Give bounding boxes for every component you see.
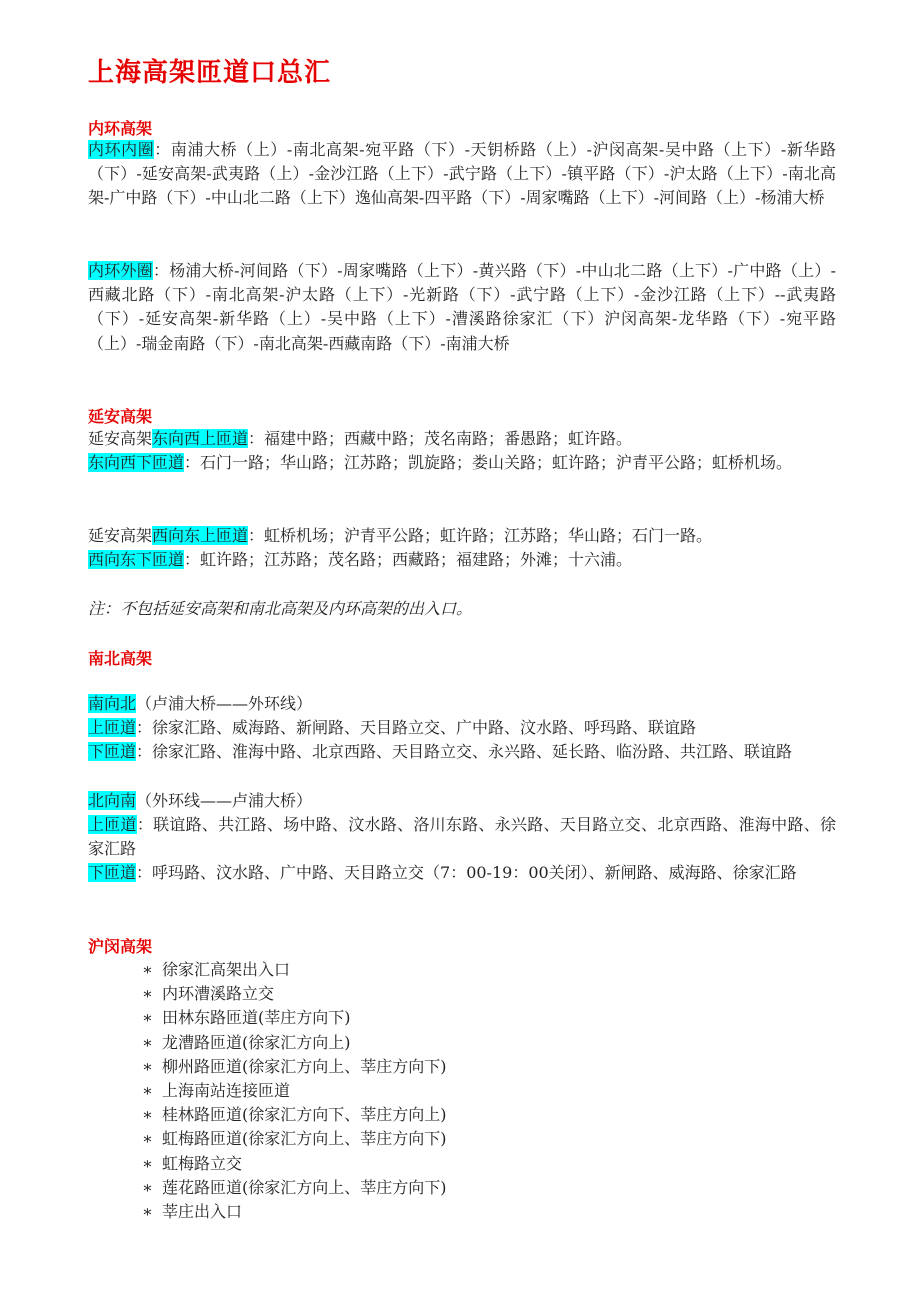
inner-ring-outer-circle-paragraph	[88, 259, 836, 356]
list-item: ∗ 内环漕溪路立交	[142, 982, 447, 1006]
line-text: ：徐家汇路、威海路、新闸路、天目路立交、广中路、汶水路、呼玛路、联谊路	[136, 718, 697, 737]
list-item: ∗ 莘庄出入口	[142, 1200, 447, 1224]
asterisk-bullet-icon: ∗	[142, 1177, 153, 1197]
list-item: ∗ 龙漕路匝道(徐家汇方向上)	[142, 1031, 447, 1055]
line-text: （外环线——卢浦大桥）	[136, 791, 313, 810]
asterisk-bullet-icon: ∗	[142, 1202, 153, 1222]
section-heading-humin: 沪闵高架	[88, 937, 153, 956]
asterisk-bullet-icon: ∗	[142, 960, 153, 979]
nanbei-south-north-line	[88, 692, 836, 716]
highlight-label: 西向东下匝道	[88, 550, 185, 569]
line-prefix: 延安高架	[88, 429, 153, 448]
nanbei-north-south-line	[88, 789, 836, 813]
highlight-label: 西向东上匝道	[152, 526, 249, 545]
nanbei-ns-down-ramp-paragraph	[88, 861, 836, 885]
inner-ring-inner-circle-paragraph	[88, 138, 836, 211]
highlight-label: 上匝道	[88, 718, 137, 737]
asterisk-bullet-icon: ∗	[142, 1105, 153, 1125]
yanan-east-west-down-paragraph	[88, 451, 836, 475]
list-item: ∗ 徐家汇高架出入口	[142, 958, 447, 982]
line-text: ：虹桥机场；沪青平公路；虹许路；江苏路；华山路；石门一路。	[248, 526, 713, 545]
asterisk-bullet-icon: ∗	[142, 1129, 153, 1149]
line-text: ：虹许路；江苏路；茂名路；西藏路；福建路；外滩；十六浦。	[184, 550, 633, 569]
highlight-label: 东向西下匝道	[88, 453, 185, 472]
nanbei-sn-down-ramp-paragraph	[88, 740, 836, 764]
nanbei-ns-up-ramp-paragraph	[88, 813, 836, 861]
highlight-label: 下匝道	[88, 742, 137, 761]
line-text: ：福建中路；西藏中路；茂名南路；番愚路；虹许路。	[248, 429, 633, 448]
list-item: ∗ 上海南站连接匝道	[142, 1079, 447, 1103]
section-heading-inner-ring: 内环高架	[88, 119, 153, 138]
list-item: ∗ 虹梅路匝道(徐家汇方向上、莘庄方向下)	[142, 1127, 447, 1151]
list-item: ∗ 虹梅路立交	[142, 1152, 447, 1176]
list-item: ∗ 桂林路匝道(徐家汇方向下、莘庄方向上)	[142, 1103, 447, 1127]
yanan-note: 注：不包括延安高架和南北高架及内环高架的出入口。	[88, 599, 473, 618]
line-prefix: 延安高架	[88, 526, 153, 545]
highlight-label: 东向西上匝道	[152, 429, 249, 448]
yanan-east-west-up-line	[88, 427, 836, 451]
yanan-west-east-up-line	[88, 524, 836, 548]
humin-ramp-list	[142, 958, 447, 1224]
paragraph-text: ：南浦大桥（上）-南北高架-宛平路（下）-天钥桥路（上）-沪闵高架-吴中路（上下）-新华路（下）-延安高架-武夷路（上）-金沙江路（上下）-武宁路（上下）-镇平路（下）-沪太路（上下）-南北高架-广中路（下）-中山北二路（上下）逸仙高架-四平路（下）-周家嘴路（上下）-河间路（上）-杨浦大桥	[88, 140, 836, 208]
highlight-label: 内环外圈	[88, 261, 153, 280]
list-item: ∗ 莲花路匝道(徐家汇方向上、莘庄方向下)	[142, 1176, 447, 1200]
highlight-label: 南向北	[88, 694, 137, 713]
list-item: ∗ 田林东路匝道(莘庄方向下)	[142, 1006, 447, 1030]
asterisk-bullet-icon: ∗	[142, 1081, 153, 1101]
highlight-label: 下匝道	[88, 863, 137, 882]
list-item: ∗ 柳州路匝道(徐家汇方向上、莘庄方向下)	[142, 1055, 447, 1079]
highlight-label: 北向南	[88, 791, 137, 810]
nanbei-sn-up-ramp-line	[88, 716, 836, 740]
asterisk-bullet-icon: ∗	[142, 984, 153, 1004]
asterisk-bullet-icon: ∗	[142, 1008, 153, 1028]
line-text: （卢浦大桥——外环线）	[136, 694, 313, 713]
paragraph-text: ：联谊路、共江路、场中路、汶水路、洛川东路、永兴路、天目路立交、北京西路、淮海中路、徐家汇路	[88, 815, 836, 859]
highlight-label: 内环内圈	[88, 140, 155, 159]
highlight-label: 上匝道	[88, 815, 137, 834]
paragraph-text: ：徐家汇路、淮海中路、北京西路、天目路立交、永兴路、延长路、临汾路、共江路、联谊路	[136, 742, 793, 761]
asterisk-bullet-icon: ∗	[142, 1032, 153, 1052]
asterisk-bullet-icon: ∗	[142, 1056, 153, 1076]
section-heading-nanbei: 南北高架	[88, 649, 153, 668]
section-heading-yanan: 延安高架	[88, 407, 153, 426]
asterisk-bullet-icon: ∗	[142, 1153, 153, 1173]
page-title: 上海高架匝道口总汇	[88, 58, 332, 88]
paragraph-text: ：呼玛路、汶水路、广中路、天目路立交（7：00-19：00关闭）、新闸路、威海路、徐家汇路	[136, 863, 797, 882]
yanan-west-east-down-line	[88, 548, 836, 572]
paragraph-text: ：杨浦大桥-河间路（下）-周家嘴路（上下）-黄兴路（下）-中山北二路（上下）-广中路（上）-西藏北路（下）-南北高架-沪太路（上下）-光新路（下）-武宁路（上下）-金沙江路（上下）--武夷路（下）-延安高架-新华路（上）-吴中路（上下）-漕溪路徐家汇（下）沪闵高架-龙华路（下）-宛平路（上）-瑞金南路（下）-南北高架-西藏南路（下）-南浦大桥	[88, 261, 836, 353]
paragraph-text: ：石门一路；华山路；江苏路；凯旋路；娄山关路；虹许路；沪青平公路；虹桥机场。	[184, 453, 793, 472]
